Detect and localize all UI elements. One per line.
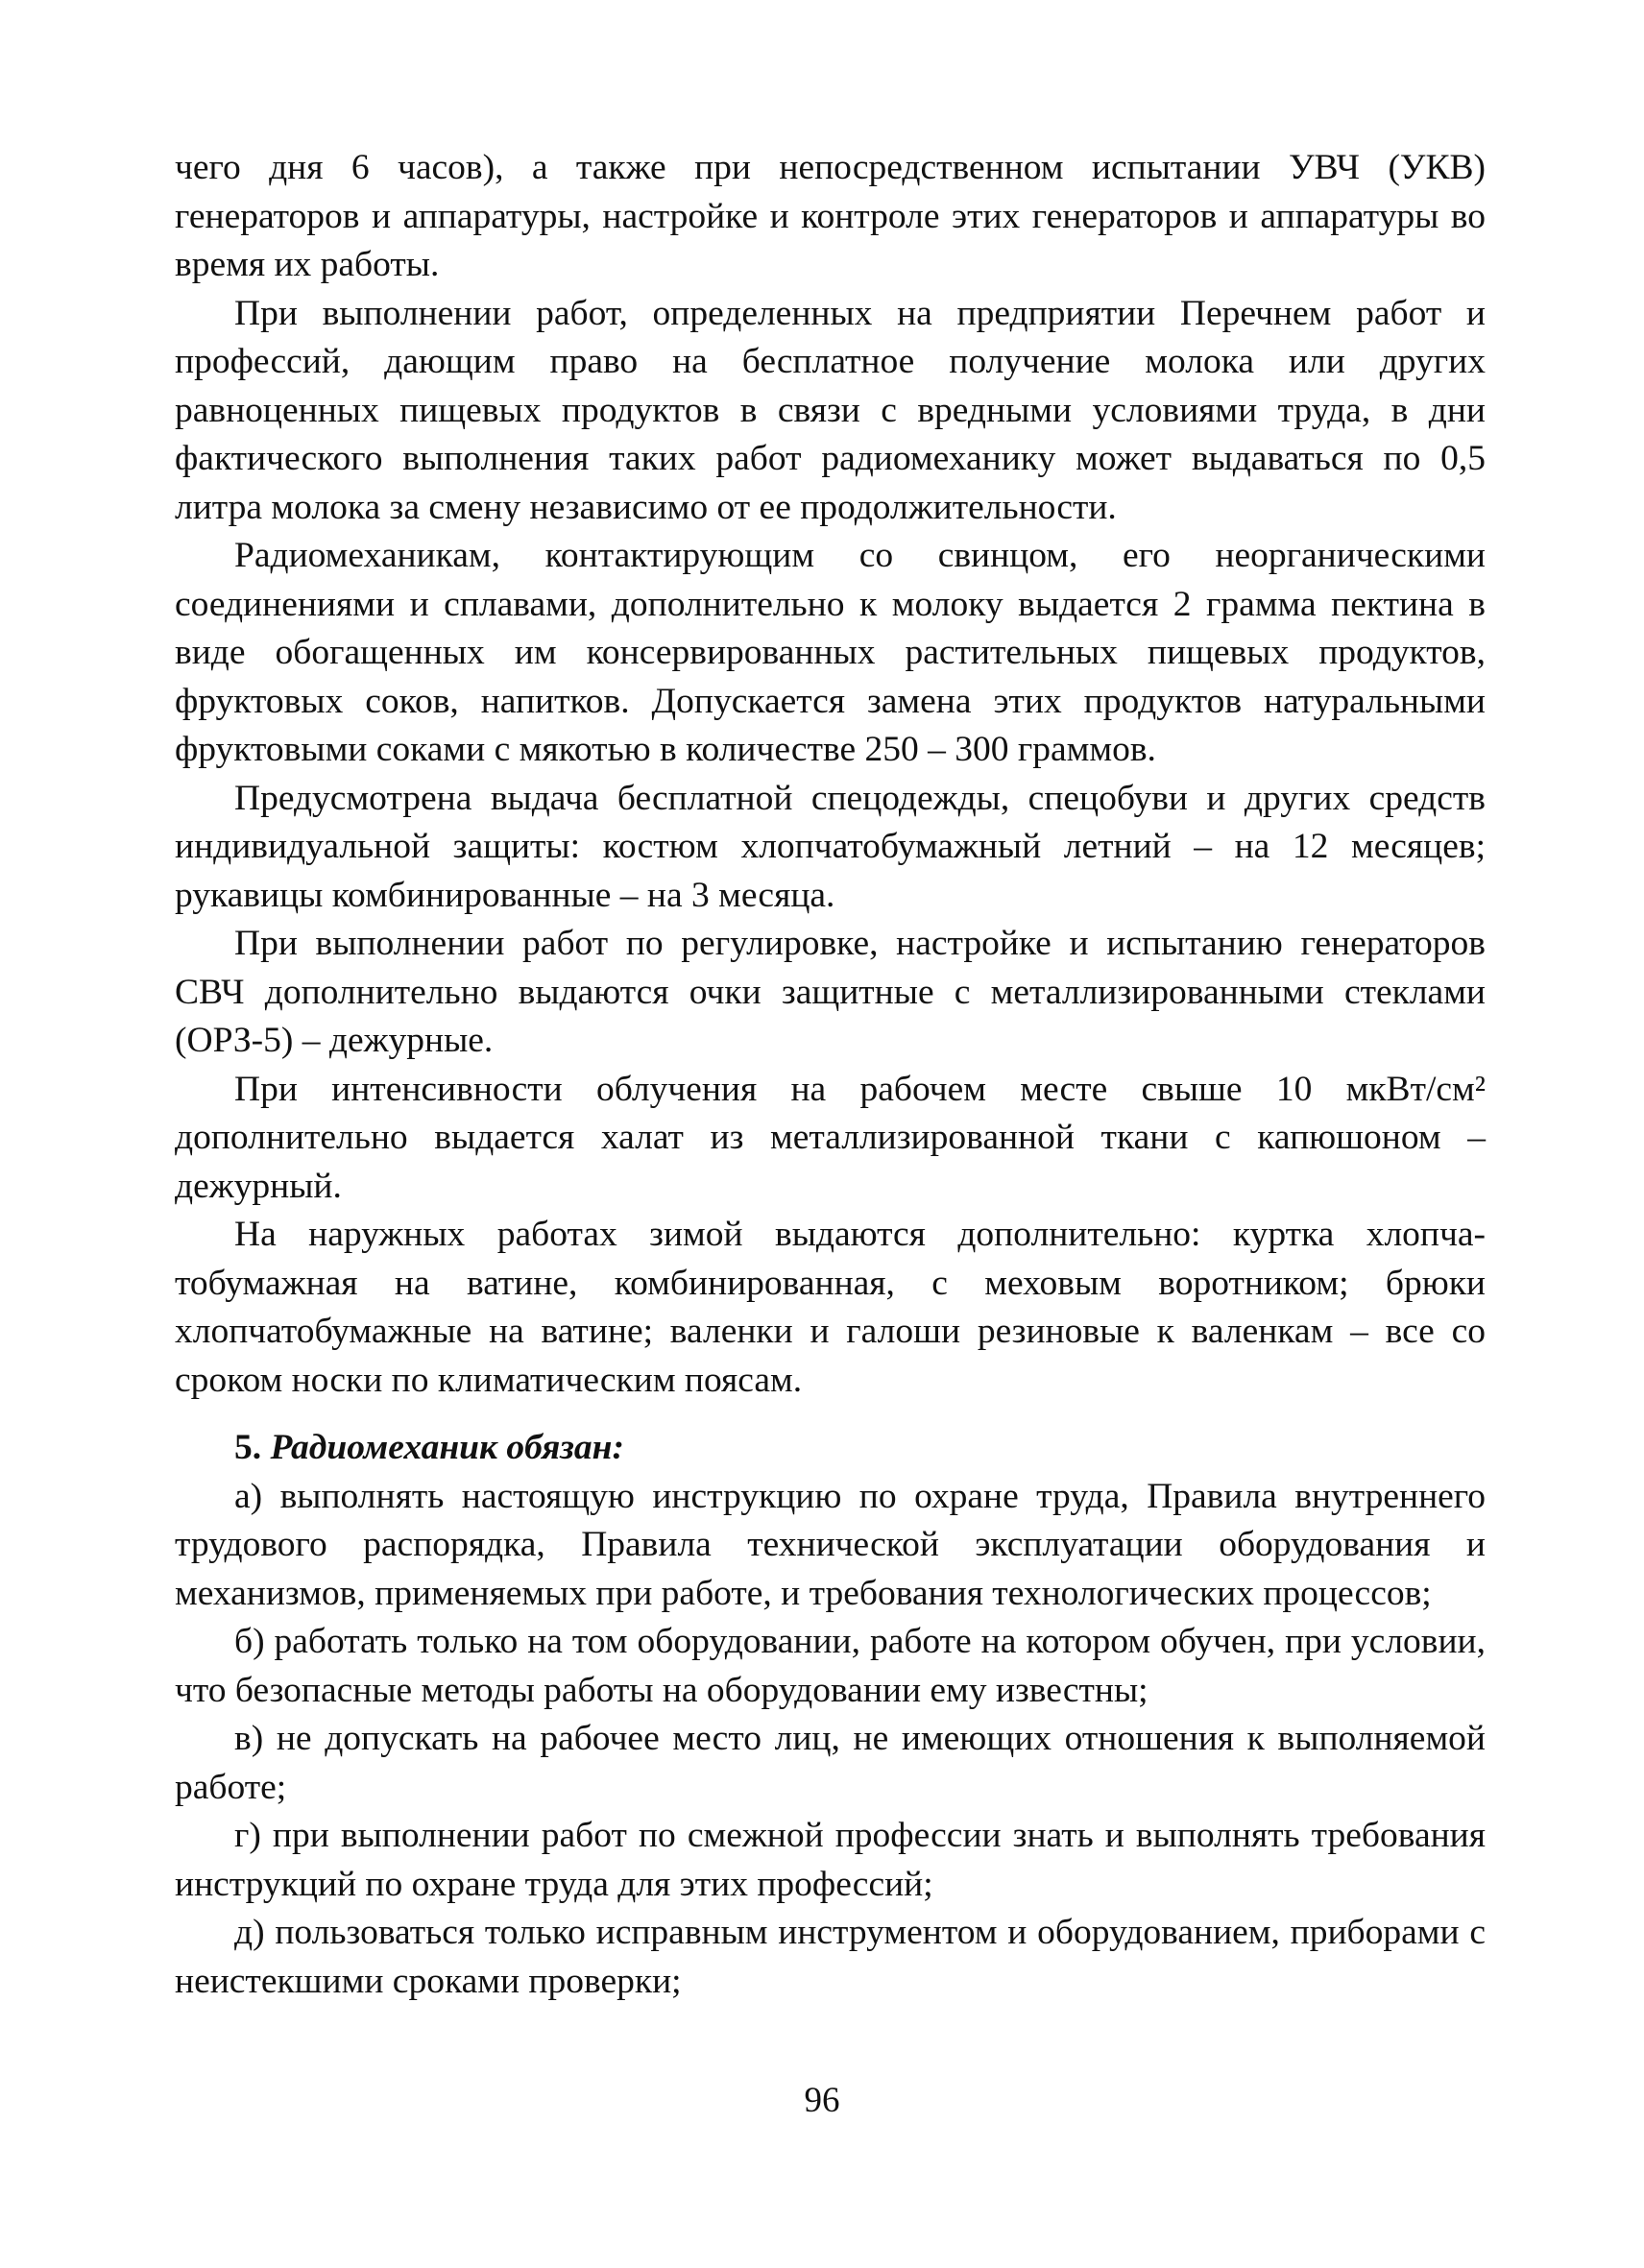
page-number: 96 xyxy=(804,2081,840,2120)
list-item-g: г) при выполнении работ по смежной профессии знать и выполнять требования инструкций по охране труда для этих профессий; xyxy=(175,1816,1486,1904)
list-item-v: в) не допускать на рабочее место лиц, не имеющих отношения к выполняемой работе; xyxy=(175,1719,1486,1807)
paragraph-pectin-provision: Радиомеханикам, контактирующим со свинцом, его неорганическими соединениями и сплавами, дополнительно к молоку выдается 2 грамма пектина в виде обогащенных им консервированных растительных пищевых продуктов, фруктовых соков, напитков. Допускается замена этих продуктов натуральными фруктовыми соками с мякотью в количестве 250 – 300 граммов. xyxy=(175,536,1486,769)
paragraph-protective-glasses: При выполнении работ по регулировке, настройке и испытанию генераторов СВЧ дополнительно выдаются очки защитные с металлизированными стеклами (ОРЗ-5) – дежурные. xyxy=(175,924,1486,1060)
section-number: 5. xyxy=(234,1428,262,1467)
list-item-b: б) работать только на том оборудовании, работе на котором обучен, при условии, что безопасные методы работы на оборудовании ему известны; xyxy=(175,1622,1486,1710)
section-title: Радиомеханик обязан: xyxy=(270,1428,624,1467)
paragraph-protective-clothing: Предусмотрена выдача бесплатной спецодежды, спецобуви и других средств индивидуальной защиты: костюм хлопчатобумажный летний – на 12 месяцев; рукавицы комбинированные – на 3 месяца. xyxy=(175,778,1486,915)
section-heading xyxy=(175,1424,1486,1473)
paragraph-metallized-robe: При интенсивности облучения на рабочем месте свыше 10 мкВт/см² дополнительно выдается халат из металлизированной ткани с капюшоном – дежурный. xyxy=(175,1069,1486,1206)
page-body xyxy=(175,144,1486,2006)
paragraph-continuation: чего дня 6 часов), а также при непосредственном испытании УВЧ (УКВ) генераторов и аппаратуры, настройке и контроле этих генераторов и аппаратуры во время их работы. xyxy=(175,148,1486,284)
paragraph-winter-clothing: На наружных работах зимой выдаются дополнительно: куртка хлопчатобумажная на ватине, комбинированная, с меховым воротником; брюки хлопчатобумажные на ватине; валенки и галоши резиновые к валенкам – все со сроком носки по климатическим поясам. xyxy=(175,1215,1486,1400)
paragraph-milk-provision: При выполнении работ, определенных на предприятии Перечнем работ и профессий, дающим право на бесплатное получение молока или других равноценных пищевых продуктов в связи с вредными условиями труда, в дни фактического выполнения таких работ радиомеханику может выдаваться по 0,5 литра молока за смену независимо от ее продолжительности. xyxy=(175,293,1486,527)
list-item-a: а) выполнять настоящую инструкцию по охране труда, Правила внутреннего трудового распорядка, Правила технической эксплуатации оборудования и механизмов, применяемых при работе, и требования технологических процессов; xyxy=(175,1476,1486,1613)
list-item-d: д) пользоваться только исправным инструментом и оборудованием, приборами с неистекшими сроками проверки; xyxy=(175,1913,1486,2001)
